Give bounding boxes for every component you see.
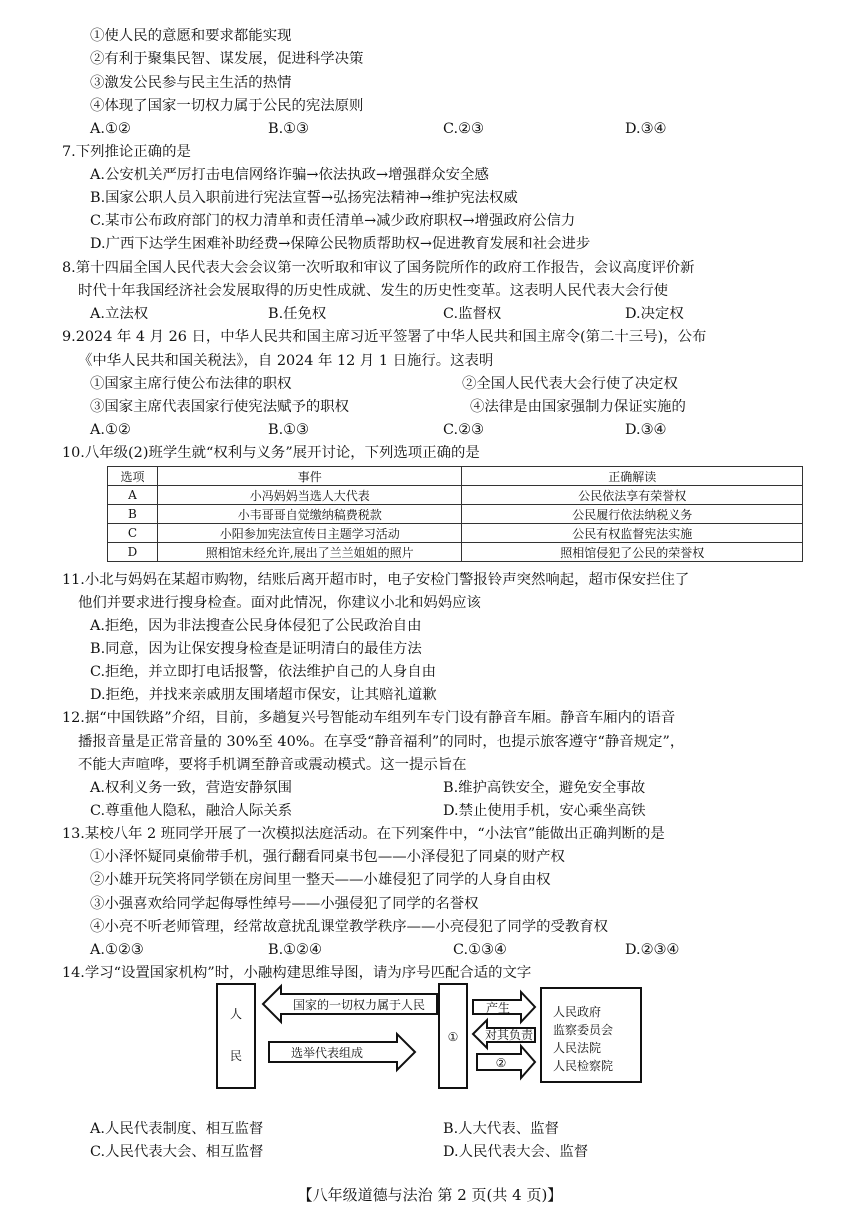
table-cell: 公民履行依法纳税义务 [462,505,803,524]
q13-option-a: A.①②③ [90,942,144,958]
q8-option-a: A.立法权 [90,306,149,322]
table-header: 选项 [108,467,158,486]
q9-stem: 9.2024 年 4 月 26 日，中华人民共和国主席习近平签署了中华人民共和国主席令(第二十三号)，公布 [62,329,707,345]
q14-option-b: B.人大代表、监督 [443,1121,559,1137]
q13-statement: ①小泽怀疑同桌偷带手机，强行翻看同桌书包——小泽侵犯了同桌的财产权 [90,849,565,865]
table-row [108,543,803,562]
q12-stem: 播报音量是正常音量的 30%至 40%。在享受“静音福利”的同时，也提示旅客遵守“静音规定”， [78,734,685,750]
q7-option-a: A.公安机关严厉打击电信网络诈骗→依法执政→增强群众安全感 [90,167,489,183]
q9-statement: ①国家主席行使公布法律的职权 [90,376,292,392]
people-label-1: 人 [229,1007,243,1021]
q6-option-b: B.①③ [268,121,309,137]
q13-stem: 13.某校八年 2 班同学开展了一次模拟法庭活动。在下列案件中，“小法官”能做出正确判断的是 [62,826,665,842]
q10-table [107,466,803,562]
q8-stem: 时代十年我国经济社会发展取得的历史性成就、发生的历史性变革。这表明人民代表大会行使 [78,283,669,299]
q8-stem: 8.第十四届全国人民代表大会会议第一次听取和审议了国务院所作的政府工作报告，会议高度评价新 [62,260,695,276]
node-2-label: ② [495,1056,507,1070]
q12-option-b: B.维护高铁安全，避免安全事故 [443,780,646,796]
table-cell: 小冯妈妈当选人大代表 [157,486,462,505]
q9-option-a: A.①② [90,422,131,438]
q9-statement: ②全国人民代表大会行使了决定权 [462,376,678,392]
organ-label: 人民政府 [553,1005,602,1019]
table-row [108,486,803,505]
table-cell: 照相馆侵犯了公民的荣誉权 [462,543,803,562]
q14-option-d: D.人民代表大会、监督 [443,1144,589,1160]
q6-statement: ③激发公民参与民主生活的热情 [90,75,292,91]
people-box [217,984,255,1088]
q6-statement: ①使人民的意愿和要求都能实现 [90,28,292,44]
table-cell: 公民依法享有荣誉权 [462,486,803,505]
table-cell: 小阳参加宪法宣传日主题学习活动 [157,524,462,543]
q12-option-d: D.禁止使用手机，安心乘坐高铁 [443,803,646,819]
arrow-responsible-label: 对其负责 [484,1028,534,1042]
q14-option-c: C.人民代表大会、相互监督 [90,1144,264,1160]
table-header: 事件 [157,467,462,486]
q8-option-c: C.监督权 [443,306,502,322]
q6-option-d: D.③④ [625,121,667,137]
q6-statement: ②有利于聚集民智、谋发展，促进科学决策 [90,51,364,67]
q12-option-a: A.权利义务一致，营造安静氛围 [90,780,293,796]
q9-option-d: D.③④ [625,422,667,438]
q11-stem: 11.小北与妈妈在某超市购物，结账后离开超市时，电子安检门警报铃声突然响起，超市保安拦住了 [62,572,690,588]
arrow-top-label: 国家的一切权力属于人民 [292,998,426,1012]
q12-option-c: C.尊重他人隐私，融洽人际关系 [90,803,293,819]
organ-label: 人民法院 [553,1041,602,1055]
arrow-bottom-label: 选举代表组成 [290,1046,364,1060]
organ-label: 人民检察院 [553,1059,614,1073]
q11-option-c: C.拒绝，并立即打电话报警，依法维护自己的人身自由 [90,664,437,680]
table-cell: A [108,486,158,505]
q13-option-d: D.②③④ [625,942,680,958]
q12-stem: 不能大声喧哗，要将手机调至静音或震动模式。这一提示旨在 [78,757,467,773]
q13-statement: ④小亮不听老师管理，经常故意扰乱课堂教学秩序——小亮侵犯了同学的受教育权 [90,919,609,935]
table-cell: 公民有权监督宪法实施 [462,524,803,543]
q13-statement: ②小雄开玩笑将同学锁在房间里一整天——小雄侵犯了同学的人身自由权 [90,872,551,888]
node-1-label: ① [447,1030,459,1044]
q9-stem: 《中华人民共和国关税法》，自 2024 年 12 月 1 日施行。这表明 [78,353,494,369]
table-cell: 小韦哥哥自觉缴纳稿费税款 [157,505,462,524]
q8-option-b: B.任免权 [268,306,327,322]
q11-option-d: D.拒绝，并找来亲戚朋友围堵超市保安，让其赔礼道歉 [90,687,437,703]
q10-stem: 10.八年级(2)班学生就“权利与义务”展开讨论，下列选项正确的是 [62,445,480,461]
q13-option-b: B.①②④ [268,942,322,958]
q11-stem: 他们并要求进行搜身检查。面对此情况，你建议小北和妈妈应该 [78,595,481,611]
table-cell: C [108,524,158,543]
table-row [108,505,803,524]
q14-option-a: A.人民代表制度、相互监督 [90,1121,264,1137]
q7-option-b: B.国家公职人员入职前进行宪法宣誓→弘扬宪法精神→维护宪法权威 [90,190,518,206]
q13-statement: ③小强喜欢给同学起侮辱性绰号——小强侵犯了同学的名誉权 [90,896,479,912]
q6-option-a: A.①② [90,121,131,137]
q9-option-b: B.①③ [268,422,309,438]
arrow-produce-label: 产生 [485,1001,511,1015]
organ-label: 监察委员会 [553,1023,614,1037]
q13-option-c: C.①③④ [453,942,507,958]
table-row [108,524,803,543]
page-footer: 【八年级道德与法治 第 2 页(共 4 页)】 [297,1186,563,1204]
table-cell: 照相馆未经允许,展出了兰兰姐姐的照片 [157,543,462,562]
q6-statement: ④体现了国家一切权力属于公民的宪法原则 [90,98,364,114]
table-cell: D [108,543,158,562]
q7-stem: 7.下列推论正确的是 [62,144,191,160]
q8-option-d: D.决定权 [625,306,684,322]
q9-statement: ④法律是由国家强制力保证实施的 [470,399,686,415]
q12-stem: 12.据“中国铁路”介绍，目前，多趟复兴号智能动车组列车专门设有静音车厢。静音车厢内的语音 [62,710,676,726]
q6-option-c: C.②③ [443,121,484,137]
table-header-row [108,467,803,486]
q9-statement: ③国家主席代表国家行使宪法赋予的职权 [90,399,350,415]
q9-option-c: C.②③ [443,422,484,438]
table-header: 正确解读 [462,467,803,486]
q7-option-d: D.广西下达学生困难补助经费→保障公民物质帮助权→促进教育发展和社会进步 [90,236,591,252]
q14-mind-map [215,980,645,1092]
q7-option-c: C.某市公布政府部门的权力清单和责任清单→减少政府职权→增强政府公信力 [90,213,576,229]
table-cell: B [108,505,158,524]
q11-option-b: B.同意，因为让保安搜身检查是证明清白的最佳方法 [90,641,422,657]
q14-stem: 14.学习“设置国家机构”时，小融构建思维导图，请为序号匹配合适的文字 [62,965,532,981]
q11-option-a: A.拒绝，因为非法搜查公民身体侵犯了公民政治自由 [90,618,422,634]
people-label-2: 民 [229,1049,243,1063]
